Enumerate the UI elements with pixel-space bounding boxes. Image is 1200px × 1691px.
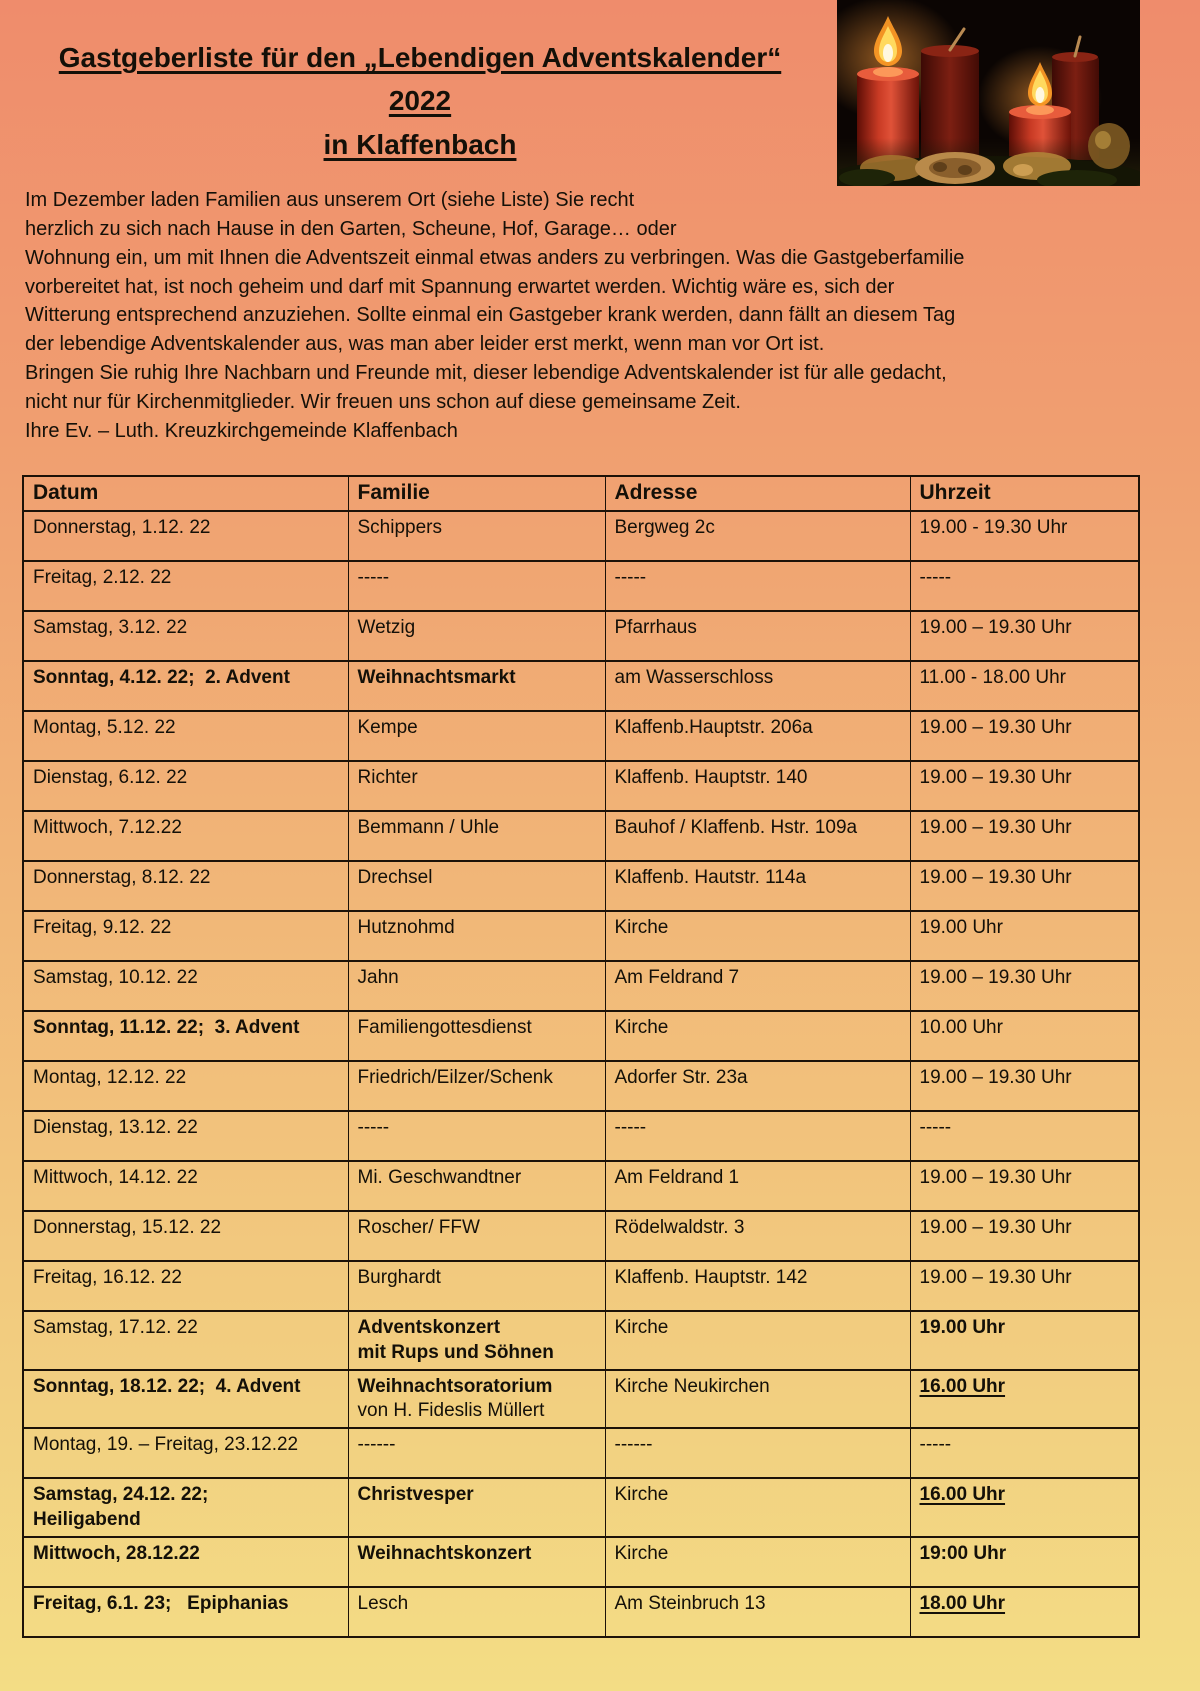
uhrzeit-cell: 10.00 Uhr <box>910 1011 1139 1061</box>
header-uhrzeit: Uhrzeit <box>910 476 1139 511</box>
adresse-cell: Kirche <box>605 1011 910 1061</box>
intro-paragraph <box>25 186 1065 445</box>
familie-cell: Mi. Geschwandtner <box>348 1161 605 1211</box>
intro-line: Witterung entsprechend anzuziehen. Sollte einmal ein Gastgeber krank werden, dann fällt an diesem Tag <box>25 304 956 327</box>
familie-cell: Weihnachtsmarkt <box>348 661 605 711</box>
events-table-body <box>23 511 1139 1637</box>
uhrzeit-cell: 19.00 – 19.30 Uhr <box>910 861 1139 911</box>
uhrzeit-cell: 19.00 – 19.30 Uhr <box>910 711 1139 761</box>
adresse-cell: Klaffenb. Hauptstr. 142 <box>605 1261 910 1311</box>
familie-cell: Adventskonzert mit Rups und Söhnen <box>348 1311 605 1370</box>
familie-cell: Jahn <box>348 961 605 1011</box>
intro-line: Wohnung ein, um mit Ihnen die Adventszeit einmal etwas anders zu verbringen. Was die Gastgeberfamilie <box>25 246 965 269</box>
uhrzeit-cell: 16.00 Uhr <box>910 1478 1139 1537</box>
page-title-line2: in Klaffenbach <box>323 128 517 160</box>
familie-cell: Lesch <box>348 1587 605 1637</box>
adresse-cell: Klaffenb. Hauptstr. 140 <box>605 761 910 811</box>
familie-cell: Wetzig <box>348 611 605 661</box>
table-row <box>23 661 1139 711</box>
uhrzeit-cell: 19:00 Uhr <box>910 1537 1139 1587</box>
datum-cell: Freitag, 16.12. 22 <box>23 1261 348 1311</box>
adresse-cell: am Wasserschloss <box>605 661 910 711</box>
adresse-cell: Kirche <box>605 1311 910 1370</box>
intro-line: vorbereitet hat, ist noch geheim und darf mit Spannung erwartet werden. Wichtig wäre es, sich der <box>25 275 895 298</box>
table-row <box>23 1161 1139 1211</box>
header-datum: Datum <box>23 476 348 511</box>
table-row <box>23 1111 1139 1161</box>
familie-cell: ------ <box>348 1428 605 1478</box>
adresse-cell: Kirche Neukirchen <box>605 1370 910 1429</box>
datum-cell: Montag, 5.12. 22 <box>23 711 348 761</box>
familie-cell: Burghardt <box>348 1261 605 1311</box>
table-row <box>23 1061 1139 1111</box>
familie-cell: Kempe <box>348 711 605 761</box>
table-row <box>23 561 1139 611</box>
datum-cell: Dienstag, 6.12. 22 <box>23 761 348 811</box>
table-row <box>23 1537 1139 1587</box>
uhrzeit-cell: 19.00 – 19.30 Uhr <box>910 811 1139 861</box>
datum-cell: Sonntag, 18.12. 22; 4. Advent <box>23 1370 348 1429</box>
intro-line: Im Dezember laden Familien aus unserem Ort (siehe Liste) Sie recht <box>25 189 635 212</box>
page-title-line1: Gastgeberliste für den „Lebendigen Adventskalender“ 2022 <box>58 42 782 117</box>
datum-cell: Sonntag, 11.12. 22; 3. Advent <box>23 1011 348 1061</box>
uhrzeit-cell: 19.00 Uhr <box>910 911 1139 961</box>
uhrzeit-cell: 19.00 – 19.30 Uhr <box>910 1161 1139 1211</box>
table-row <box>23 1478 1139 1537</box>
intro-line: Ihre Ev. – Luth. Kreuzkirchgemeinde Klaffenbach <box>25 419 458 442</box>
intro-line: Bringen Sie ruhig Ihre Nachbarn und Freunde mit, dieser lebendige Adventskalender ist für alle gedacht, <box>25 361 947 384</box>
uhrzeit-cell: 18.00 Uhr <box>910 1587 1139 1637</box>
adresse-cell: ----- <box>605 561 910 611</box>
uhrzeit-cell: ----- <box>910 1428 1139 1478</box>
adresse-cell: Am Steinbruch 13 <box>605 1587 910 1637</box>
familie-cell: Hutznohmd <box>348 911 605 961</box>
familie-cell: Weihnachtskonzert <box>348 1537 605 1587</box>
adresse-cell: Adorfer Str. 23a <box>605 1061 910 1111</box>
uhrzeit-cell: 19.00 – 19.30 Uhr <box>910 1261 1139 1311</box>
uhrzeit-cell: 19.00 – 19.30 Uhr <box>910 961 1139 1011</box>
familie-cell: Roscher/ FFW <box>348 1211 605 1261</box>
uhrzeit-cell: 11.00 - 18.00 Uhr <box>910 661 1139 711</box>
table-row <box>23 1370 1139 1429</box>
familie-cell: ----- <box>348 1111 605 1161</box>
events-table <box>22 475 1140 1638</box>
adresse-cell: Am Feldrand 1 <box>605 1161 910 1211</box>
adresse-cell: ------ <box>605 1428 910 1478</box>
uhrzeit-cell: 19.00 – 19.30 Uhr <box>910 1061 1139 1111</box>
datum-cell: Samstag, 24.12. 22; Heiligabend <box>23 1478 348 1537</box>
table-row <box>23 1011 1139 1061</box>
table-row <box>23 811 1139 861</box>
table-row <box>23 711 1139 761</box>
familie-cell: Schippers <box>348 511 605 561</box>
datum-cell: Dienstag, 13.12. 22 <box>23 1111 348 1161</box>
datum-cell: Freitag, 6.1. 23; Epiphanias <box>23 1587 348 1637</box>
uhrzeit-cell: 19.00 – 19.30 Uhr <box>910 611 1139 661</box>
page-title <box>25 36 815 166</box>
adresse-cell: Klaffenb. Hautstr. 114a <box>605 861 910 911</box>
table-row <box>23 1311 1139 1370</box>
uhrzeit-cell: 19.00 - 19.30 Uhr <box>910 511 1139 561</box>
intro-line: nicht nur für Kirchenmitglieder. Wir freuen uns schon auf diese gemeinsame Zeit. <box>25 390 741 413</box>
adresse-cell: Kirche <box>605 911 910 961</box>
adresse-cell: Am Feldrand 7 <box>605 961 910 1011</box>
datum-cell: Donnerstag, 8.12. 22 <box>23 861 348 911</box>
adresse-cell: Pfarrhaus <box>605 611 910 661</box>
table-row <box>23 1587 1139 1637</box>
adresse-cell: Kirche <box>605 1478 910 1537</box>
uhrzeit-cell: ----- <box>910 1111 1139 1161</box>
uhrzeit-cell: ----- <box>910 561 1139 611</box>
table-header-row <box>23 476 1139 511</box>
datum-cell: Samstag, 17.12. 22 <box>23 1311 348 1370</box>
table-row <box>23 861 1139 911</box>
header-adresse: Adresse <box>605 476 910 511</box>
header-familie: Familie <box>348 476 605 511</box>
datum-cell: Freitag, 9.12. 22 <box>23 911 348 961</box>
familie-cell: Weihnachtsoratorium von H. Fideslis Müllert <box>348 1370 605 1429</box>
datum-cell: Freitag, 2.12. 22 <box>23 561 348 611</box>
uhrzeit-cell: 19.00 – 19.30 Uhr <box>910 1211 1139 1261</box>
datum-cell: Sonntag, 4.12. 22; 2. Advent <box>23 661 348 711</box>
datum-cell: Mittwoch, 14.12. 22 <box>23 1161 348 1211</box>
familie-cell: Friedrich/Eilzer/Schenk <box>348 1061 605 1111</box>
datum-cell: Mittwoch, 7.12.22 <box>23 811 348 861</box>
table-row <box>23 1428 1139 1478</box>
uhrzeit-cell: 16.00 Uhr <box>910 1370 1139 1429</box>
adresse-cell: Bauhof / Klaffenb. Hstr. 109a <box>605 811 910 861</box>
datum-cell: Mittwoch, 28.12.22 <box>23 1537 348 1587</box>
table-row <box>23 611 1139 661</box>
familie-cell: Drechsel <box>348 861 605 911</box>
intro-line: herzlich zu sich nach Hause in den Garten, Scheune, Hof, Garage… oder <box>25 217 677 240</box>
familie-cell: Christvesper <box>348 1478 605 1537</box>
table-row <box>23 511 1139 561</box>
adresse-cell: Rödelwaldstr. 3 <box>605 1211 910 1261</box>
datum-cell: Samstag, 10.12. 22 <box>23 961 348 1011</box>
adresse-cell: Klaffenb.Hauptstr. 206a <box>605 711 910 761</box>
adresse-cell: ----- <box>605 1111 910 1161</box>
table-row <box>23 961 1139 1011</box>
familie-cell: Familiengottesdienst <box>348 1011 605 1061</box>
datum-cell: Samstag, 3.12. 22 <box>23 611 348 661</box>
advent-candles-photo <box>837 0 1140 186</box>
familie-cell: ----- <box>348 561 605 611</box>
datum-cell: Montag, 19. – Freitag, 23.12.22 <box>23 1428 348 1478</box>
uhrzeit-cell: 19.00 – 19.30 Uhr <box>910 761 1139 811</box>
datum-cell: Montag, 12.12. 22 <box>23 1061 348 1111</box>
adresse-cell: Kirche <box>605 1537 910 1587</box>
adresse-cell: Bergweg 2c <box>605 511 910 561</box>
familie-cell: Richter <box>348 761 605 811</box>
table-row <box>23 761 1139 811</box>
datum-cell: Donnerstag, 15.12. 22 <box>23 1211 348 1261</box>
uhrzeit-cell: 19.00 Uhr <box>910 1311 1139 1370</box>
table-row <box>23 1211 1139 1261</box>
intro-line: der lebendige Adventskalender aus, was man aber leider erst merkt, wenn man vor Ort ist. <box>25 333 825 356</box>
table-row <box>23 911 1139 961</box>
table-row <box>23 1261 1139 1311</box>
datum-cell: Donnerstag, 1.12. 22 <box>23 511 348 561</box>
familie-cell: Bemmann / Uhle <box>348 811 605 861</box>
